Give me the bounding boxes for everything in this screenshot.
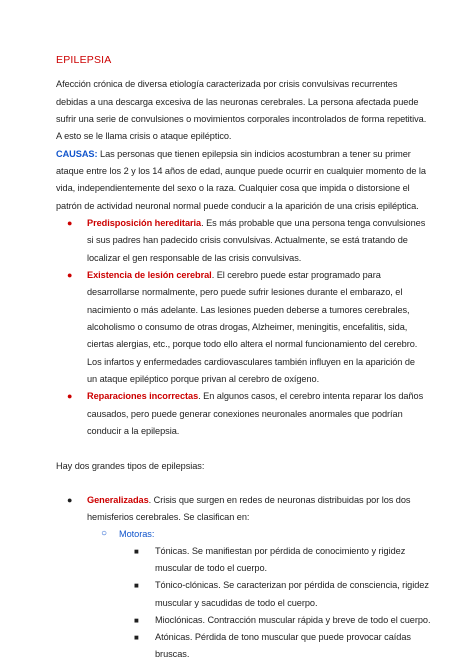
square-bullet: ■ [134,633,139,642]
cause-label: Existencia de lesión cerebral [87,270,212,280]
causas-line: vida, independientemente del sexo o la raza. Cualquier cosa que impida o distorsione el [56,183,410,193]
intro-line: Afección crónica de diversa etiología caracterizada por crisis convulsivas recurrentes [56,79,398,89]
motora-line: muscular y sacudidas de todo el cuerpo. [155,598,318,608]
causas-line [56,149,411,160]
circle-bullet: ○ [101,528,108,539]
cause-item [87,270,381,281]
motora-line: bruscas. [155,649,190,659]
causas-line: ataque entre los 2 y los 14 años de edad, aunque puede ocurrir en cualquier momento de la [56,166,426,176]
causas-label: CAUSAS: [56,149,98,159]
types-intro: Hay dos grandes tipos de epilepsias: [56,461,205,471]
cause-text: . Es más probable que una persona tenga convulsiones [201,218,426,228]
bullet-dot: ● [67,495,73,505]
cause-line: un ataque epiléptico porque privan al cerebro de oxígeno. [87,374,320,384]
bullet-dot: ● [67,270,73,280]
cause-line: conducir a la epilepsia. [87,426,180,436]
type-label: Generalizadas [87,495,149,505]
cause-line: Los infartos y enfermedades cardiovasculares también influyen en la aparición de [87,357,415,367]
causas-line: patrón de actividad neuronal normal puede conducir a la aparición de una crisis epiléptica. [56,201,419,211]
type-item [87,495,410,506]
intro-line: A esto se le llama crisis o ataque epiléptico. [56,131,232,141]
motora-line: Tónico-clónicas. Se caracterizan por pérdida de consciencia, rigidez [155,580,429,590]
square-bullet: ■ [134,547,139,556]
intro-line: debidas a una descarga excesiva de las neuronas cerebrales. La persona afectada puede [56,97,419,107]
cause-item [87,391,423,402]
cause-label: Reparaciones incorrectas [87,391,199,401]
subtype-label: Motoras: [119,529,155,539]
cause-line: nacimiento o más adelante. Las lesiones pueden deberse a tumores cerebrales, [87,305,410,315]
cause-text: . En algunos casos, el cerebro intenta reparar los daños [198,391,424,401]
bullet-dot: ● [67,218,73,228]
type-line: hemisferios cerebrales. Se clasifican en: [87,512,250,522]
square-bullet: ■ [134,616,139,625]
cause-line: localizar el gen responsable de las crisis convulsivas. [87,253,302,263]
cause-text: . El cerebro puede estar programado para [211,270,381,280]
cause-line: ciertas alergias, etc., porque todo ello altera el normal funcionamiento del cerebro. [87,339,418,349]
cause-item [87,218,425,229]
square-bullet: ■ [134,581,139,590]
motora-line: Atónicas. Pérdida de tono muscular que puede provocar caídas [155,632,411,642]
cause-line: causados, pero puede generar conexiones neuronales anormales que podrían [87,409,403,419]
causas-text: Las personas que tienen epilepsia sin indicios acostumbran a tener su primer [97,149,411,159]
cause-line: si sus padres han padecido crisis convulsivas. Actualmente, se está tratando de [87,235,408,245]
page-title: EPILEPSIA [56,54,112,66]
type-text: . Crisis que surgen en redes de neuronas distribuidas por los dos [148,495,411,505]
intro-line: sufrir una serie de convulsiones o movimientos corporales incontrolados de forma repetitiva. [56,114,427,124]
cause-line: desarrollarse normalmente, pero puede sufrir lesiones durante el embarazo, el [87,287,403,297]
cause-label: Predisposición hereditaria [87,218,202,228]
bullet-dot: ● [67,391,73,401]
motora-line: Tónicas. Se manifiestan por pérdida de conocimiento y rigidez [155,546,406,556]
motora-line: Mioclónicas. Contracción muscular rápida y breve de todo el cuerpo. [155,615,431,625]
motora-line: muscular de todo el cuerpo. [155,563,268,573]
cause-line: alcoholismo o consumo de otras drogas, Alzheimer, meningitis, encefalitis, sida, [87,322,408,332]
